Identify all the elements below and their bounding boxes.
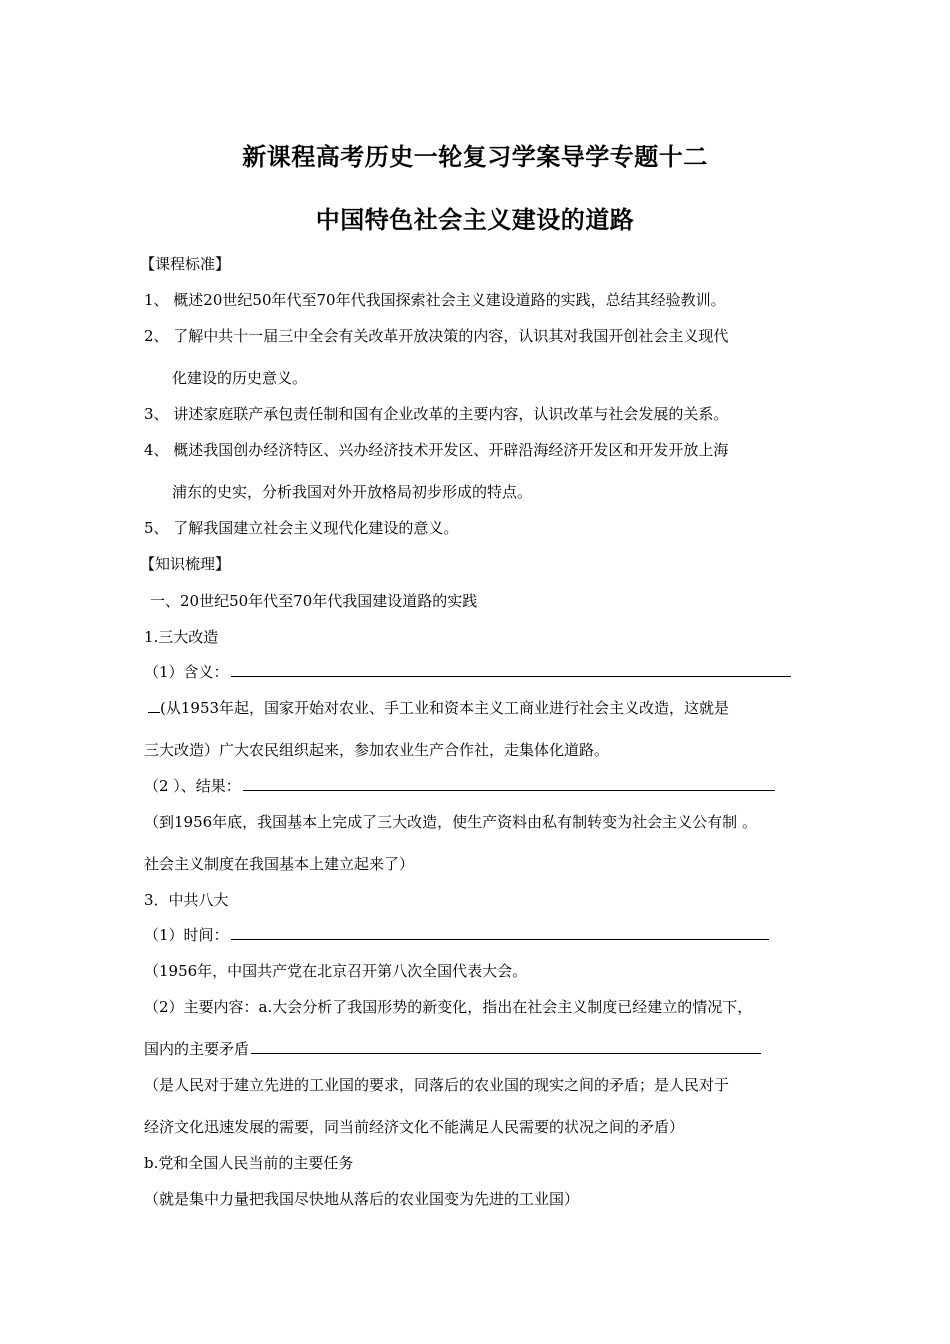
answer-meaning-text: (从1953年起，国家开始对农业、手工业和资本主义工商业进行社会主义改造，这就是 xyxy=(160,699,730,717)
answer-main-task: （就是集中力量把我国尽快地从落后的农业国变为先进的工业国） xyxy=(144,1190,580,1208)
answer-contradiction-line-1: （是人民对于建立先进的工业国的要求，同落后的农业国的现实之间的矛盾；是人民对于 xyxy=(144,1076,730,1094)
section-1-heading: 一、20世纪50年代至70年代我国建设道路的实践 xyxy=(150,592,478,610)
standard-item-2-line-2: 化建设的历史意义。 xyxy=(172,369,308,387)
question-time-label: （1）时间： xyxy=(144,926,229,944)
question-main-contradiction xyxy=(144,1039,761,1059)
standard-item-2-line-1: 2、 了解中共十一届三中全会有关改革开放决策的内容，认识其对我国开创社会主义现代 xyxy=(144,327,729,345)
answer-time: （1956年，中国共产党在北京召开第八次全国代表大会。 xyxy=(144,962,528,980)
question-meaning xyxy=(144,662,791,682)
standard-item-5: 5、 了解我国建立社会主义现代化建设的意义。 xyxy=(144,519,459,537)
question-result xyxy=(144,776,775,796)
document-title-line-2: 中国特色社会主义建设的道路 xyxy=(315,206,635,234)
answer-result-line-1: （到1956年底，我国基本上完成了三大改造，使生产资料由私有制转变为社会主义公有制 。 xyxy=(144,813,757,831)
answer-result-line-2: 社会主义制度在我国基本上建立起来了） xyxy=(144,855,415,873)
answer-contradiction-line-2: 经济文化迅速发展的需要，同当前经济文化不能满足人民需要的状况之间的矛盾） xyxy=(144,1118,685,1136)
standard-item-4-line-1: 4、 概述我国创办经济特区、兴办经济技术开发区、开辟沿海经济开发区和开发开放上海 xyxy=(144,441,729,459)
answer-blank-contradiction[interactable] xyxy=(251,1039,761,1054)
question-main-contradiction-label: 国内的主要矛盾 xyxy=(144,1040,250,1058)
answer-meaning-line-2: 三大改造）广大农民组织起来，参加农业生产合作社，走集体化道路。 xyxy=(144,741,610,759)
subsection-three-transformations: 1.三大改造 xyxy=(144,628,219,646)
course-standards-heading: 【课程标准】 xyxy=(140,255,231,273)
standard-item-4-line-2: 浦东的史实，分析我国对外开放格局初步形成的特点。 xyxy=(172,483,533,501)
answer-blank-meaning[interactable] xyxy=(231,662,791,677)
question-result-label: （2 ）、结果： xyxy=(144,777,241,795)
question-meaning-label: （1）含义： xyxy=(144,663,229,681)
standard-item-1: 1、 概述20世纪50年代至70年代我国探索社会主义建设道路的实践，总结其经验教训。 xyxy=(144,291,726,309)
knowledge-heading: 【知识梳理】 xyxy=(140,555,231,573)
question-main-task: b.党和全国人民当前的主要任务 xyxy=(144,1154,354,1172)
answer-meaning-line-1 xyxy=(148,698,729,718)
question-main-content: （2）主要内容：a.大会分析了我国形势的新变化，指出在社会主义制度已经建立的情况下， xyxy=(144,998,753,1016)
answer-blank-time[interactable] xyxy=(231,925,769,940)
standard-item-3: 3、 讲述家庭联产承包责任制和国有企业改革的主要内容，认识改革与社会发展的关系。 xyxy=(144,405,729,423)
answer-blank-result[interactable] xyxy=(243,776,775,791)
question-time xyxy=(144,925,769,945)
subsection-eighth-congress: 3．中共八大 xyxy=(144,891,229,909)
answer-blank-underline xyxy=(148,698,160,713)
document-title-line-1: 新课程高考历史一轮复习学案导学专题十二 xyxy=(242,143,708,171)
